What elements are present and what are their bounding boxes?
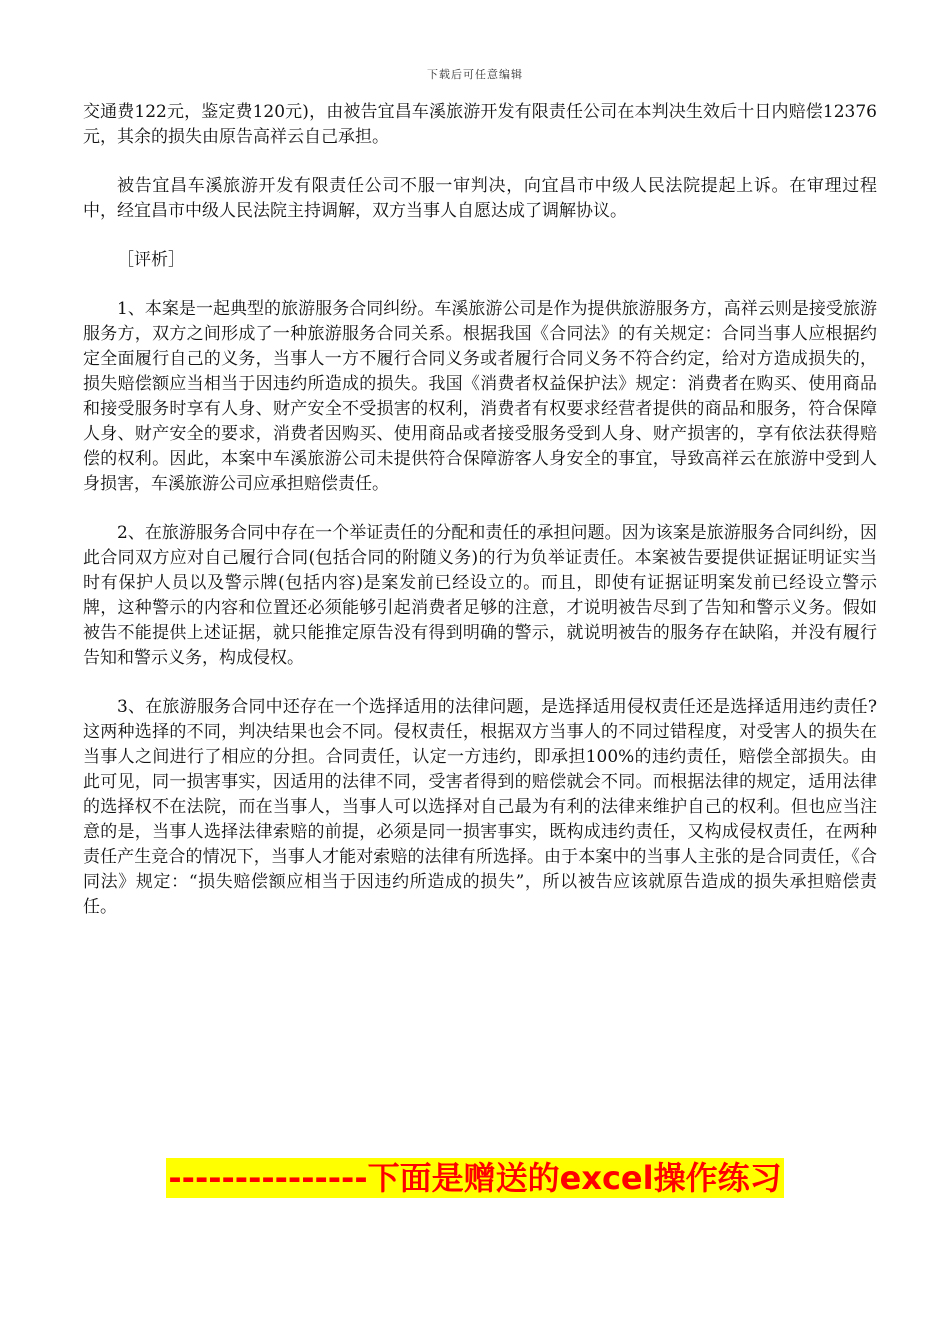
paragraph-analysis-1: 1、本案是一起典型的旅游服务合同纠纷。车溪旅游公司是作为提供旅游服务方，高祥云则是接受旅游服务方，双方之间形成了一种旅游服务合同关系。根据我国《合同法》的有关规定：合同当事人应根据约定全面履行自己的义务，当事人一方不履行合同义务或者履行合同义务不符合约定，给对方造成损失的，损失赔偿额应当相当于因违约所造成的损失。我国《消费者权益保护法》规定：消费者在购买、使用商品和接受服务时享有人身、财产安全不受损害的权利，消费者有权要求经营者提供的商品和服务，符合保障人身、财产安全的要求，消费者因购买、使用商品或者接受服务受到人身、财产损害的，享有依法获得赔偿的权利。因此，本案中车溪旅游公司未提供符合保障游客人身安全的事宜，导致高祥云在旅游中受到人身损害，车溪旅游公司应承担赔偿责任。 xyxy=(83,299,877,494)
paragraph-analysis-2: 2、在旅游服务合同中存在一个举证责任的分配和责任的承担问题。因为该案是旅游服务合同纠纷，因此合同双方应对自己履行合同(包括合同的附随义务)的行为负举证责任。本案被告要提供证据证明证实当时有保护人员以及警示牌(包括内容)是案发前已经设立的。而且，即使有证据证明案发前已经设立警示牌，这种警示的内容和位置还必须能够引起消费者足够的注意，才说明被告尽到了告知和警示义务。假如被告不能提供上述证据，就只能推定原告没有得到明确的警示，就说明被告的服务存在缺陷，并没有履行告知和警示义务，构成侵权。 xyxy=(83,523,877,668)
paragraph-gap xyxy=(83,224,877,248)
paragraph-gap xyxy=(83,497,877,521)
promo-text: ---------------下面是赠送的excel操作练习 xyxy=(168,1159,782,1197)
paragraph-continuation: 交通费122元，鉴定费120元)，由被告宜昌车溪旅游开发有限责任公司在本判决生效后十日内赔偿12376元，其余的损失由原告高祥云自己承担。 xyxy=(83,102,877,147)
paragraph-gap xyxy=(83,273,877,297)
paragraph-analysis-3: 3、在旅游服务合同中还存在一个选择适用的法律问题，是选择适用侵权责任还是选择适用违约责任?这两种选择的不同，判决结果也会不同。侵权责任，根据双方当事人的不同过错程度，对受害人的损失在当事人之间进行了相应的分担。合同责任，认定一方违约，即承担100%的违约责任，赔偿全部损失。由此可见，同一损害事实，因适用的法律不同，受害者得到的赔偿就会不同。而根据法律的规定，适用法律的选择权不在法院，而在当事人，当事人可以选择对自己最为有利的法律来维护自己的权利。但也应当注意的是，当事人选择法律索赔的前提，必须是同一损害事实，既构成违约责任，又构成侵权责任，在两种责任产生竞合的情况下，当事人才能对索赔的法律有所选择。由于本案中的当事人主张的是合同责任，《合同法》规定：“损失赔偿额应相当于因违约所造成的损失”，所以被告应该就原告造成的损失承担赔偿责任。 xyxy=(83,697,877,917)
promo-banner xyxy=(0,1158,950,1198)
paragraph-gap xyxy=(83,150,877,174)
document-body xyxy=(83,100,877,920)
paragraph-gap xyxy=(83,671,877,695)
page-header-note: 下载后可任意编辑 xyxy=(427,68,523,81)
paragraph-appeal: 被告宜昌车溪旅游开发有限责任公司不服一审判决，向宜昌市中级人民法院提起上诉。在审理过程中，经宜昌市中级人民法院主持调解，双方当事人自愿达成了调解协议。 xyxy=(83,176,877,221)
section-heading-analysis: ［评析］ xyxy=(117,250,185,270)
